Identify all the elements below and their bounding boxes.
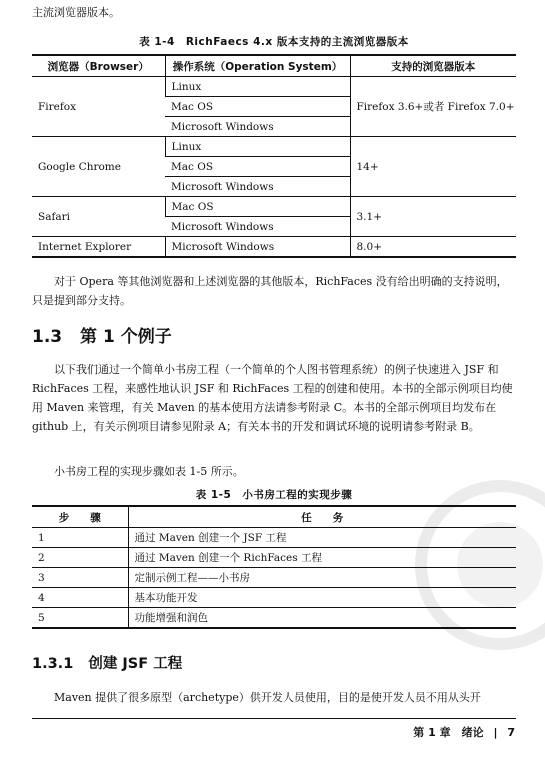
version-cell: 3.1+ [350, 197, 516, 237]
section-1-3-heading [32, 322, 172, 347]
section-title: 第 1 个例子 [80, 327, 172, 347]
os-cell: Mac OS [165, 157, 350, 177]
step-number: 5 [32, 608, 128, 629]
version-cell: Firefox 3.6+或者 Firefox 7.0+ [350, 77, 516, 137]
steps-table [32, 505, 516, 629]
footer-rule [32, 718, 516, 719]
step-task: 通过 Maven 创建一个 JSF 工程 [128, 528, 516, 548]
os-cell: Mac OS [165, 197, 350, 217]
section-title: 创建 JSF 工程 [88, 656, 183, 672]
header-browser: 浏览器（Browser） [32, 55, 165, 77]
intro-tail-text: 主流浏览器版本。 [32, 6, 120, 19]
version-cell: 14+ [350, 137, 516, 197]
header-os: 操作系统（Operation System） [165, 55, 350, 77]
browser-cell: Firefox [32, 77, 165, 137]
paragraph-steps-intro: 小书房工程的实现步骤如表 1-5 所示。 [54, 465, 244, 478]
step-task: 功能增强和润色 [128, 608, 516, 629]
section-number: 1.3 [32, 327, 63, 347]
table-row [32, 237, 516, 258]
header-task: 任 务 [128, 506, 516, 528]
paragraph-maven-archetype: Maven 提供了很多原型（archetype）供开发人员使用，目的是使开发人员不用从头开 [54, 691, 481, 704]
table-row [32, 528, 516, 548]
step-number: 2 [32, 548, 128, 568]
table-row [32, 137, 516, 157]
table-row [32, 548, 516, 568]
browser-cell: Safari [32, 197, 165, 237]
browser-cell: Google Chrome [32, 137, 165, 197]
paragraph-other-browsers: 对于 Opera 等其他浏览器和上述浏览器的其他版本，RichFaces 没有给出明确的支持说明，只是提到部分支持。 [32, 275, 508, 307]
header-step: 步 骤 [32, 506, 128, 528]
step-task: 基本功能开发 [128, 588, 516, 608]
step-number: 3 [32, 568, 128, 588]
footer-separator: | [493, 726, 498, 739]
browser-support-table [32, 54, 516, 258]
header-version: 支持的浏览器版本 [350, 55, 516, 77]
step-number: 1 [32, 528, 128, 548]
table-header-row [32, 55, 516, 77]
footer-chapter: 第 1 章 绪论 [413, 726, 484, 739]
section-1-3-1-heading [32, 652, 182, 673]
step-task: 定制示例工程——小书房 [128, 568, 516, 588]
page-number: 7 [507, 726, 515, 739]
browser-cell: Internet Explorer [32, 237, 165, 258]
os-cell: Microsoft Windows [165, 177, 350, 197]
page-footer [413, 724, 515, 740]
os-cell: Linux [165, 137, 350, 157]
version-cell: 8.0+ [350, 237, 516, 258]
os-cell: Mac OS [165, 97, 350, 117]
table-row [32, 608, 516, 629]
step-task: 通过 Maven 创建一个 RichFaces 工程 [128, 548, 516, 568]
table-row [32, 77, 516, 97]
table-header-row [32, 506, 516, 528]
os-cell: Microsoft Windows [165, 237, 350, 258]
table-row [32, 568, 516, 588]
section-number: 1.3.1 [32, 656, 74, 672]
table-row [32, 588, 516, 608]
os-cell: Linux [165, 77, 350, 97]
paragraph-example-intro: 以下我们通过一个简单小书房工程（一个简单的个人图书管理系统）的例子快速进入 JSF 和 RichFaces 工程，来感性地认识 JSF 和 RichFaces 工程的创建和使用。本书的全部示例项目均使用 Maven 来管理，有关 Maven 的基本使用方法请参考附录 C。本书的全部示例项目均发布在 github 上，有关示例项目请参见附录 A；有关本书的开发和调试环境的说明请参考附录 B。 [32, 363, 513, 433]
table-1-5-caption: 表 1-5 小书房工程的实现步骤 [195, 489, 353, 501]
step-number: 4 [32, 588, 128, 608]
os-cell: Microsoft Windows [165, 217, 350, 237]
os-cell: Microsoft Windows [165, 117, 350, 137]
table-row [32, 197, 516, 217]
table-1-4-caption: 表 1-4 RichFaecs 4.x 版本支持的主流浏览器版本 [139, 36, 409, 48]
